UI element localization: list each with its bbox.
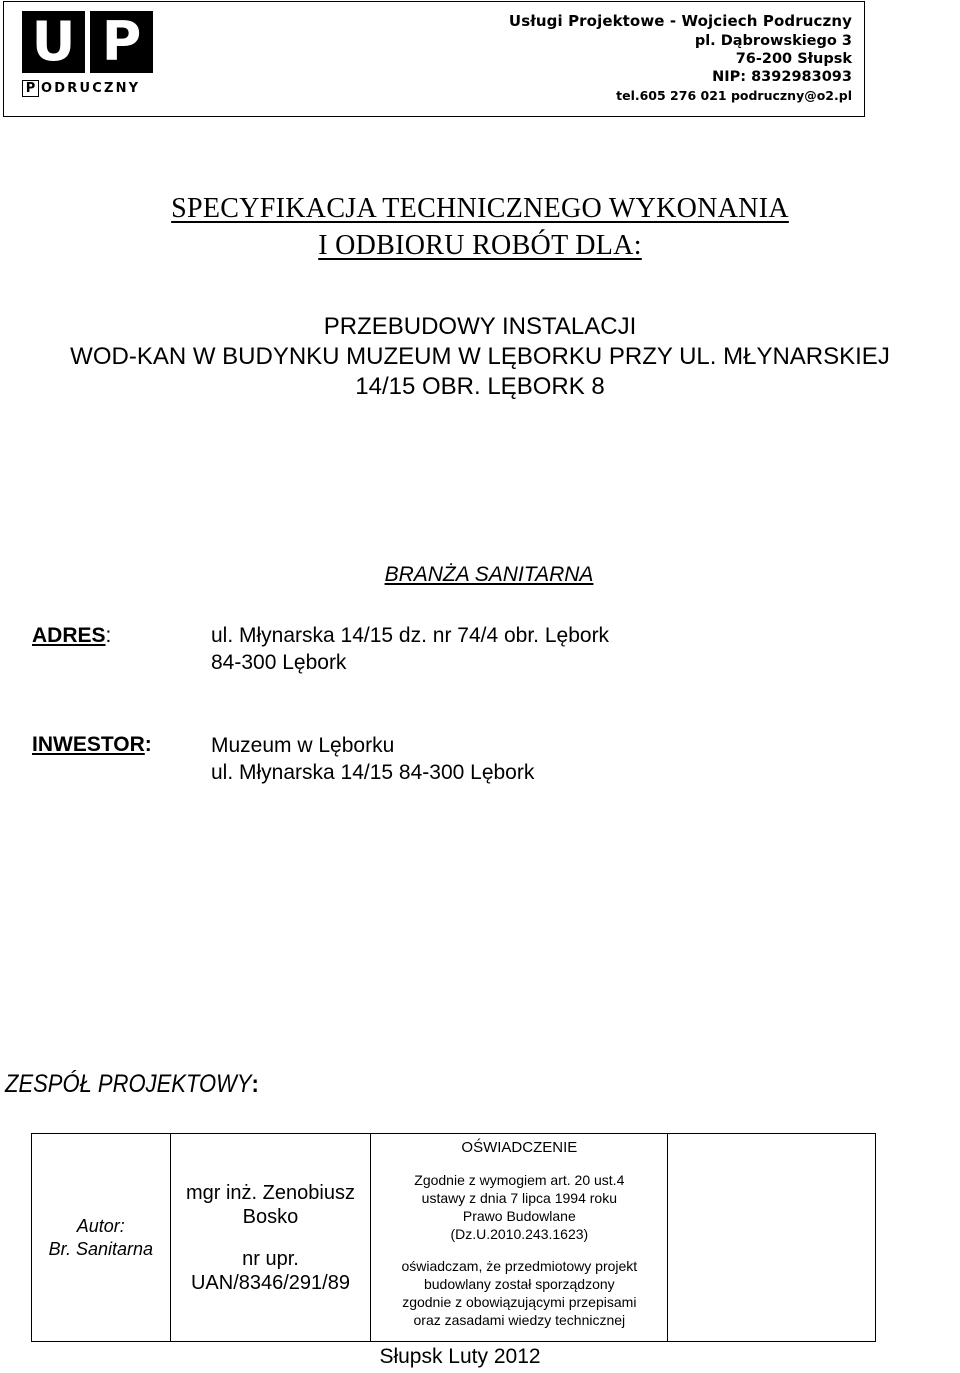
logo-wordmark-rest: ODRUCZNY [41, 80, 141, 96]
place-and-date: Słupsk Luty 2012 [379, 1345, 541, 1368]
author-label: Autor: [76, 1215, 125, 1236]
designer-name: Bosko [242, 1205, 299, 1228]
logo-letter-u: U [22, 11, 85, 73]
project-subject [0, 312, 960, 402]
subject-line-2: WOD-KAN W BUDYNKU MUZEUM W LĘBORKU PRZY UL. MŁYNARSKIEJ [70, 343, 890, 370]
logo-letter-p: P [90, 11, 153, 73]
author-cell [32, 1134, 171, 1342]
address-label: ADRES: [32, 624, 112, 647]
statement-cell [371, 1134, 668, 1342]
company-contact: tel.605 276 021 podruczny@o2.pl [616, 88, 852, 103]
statement-paragraph-1: Zgodnie z wymogiem art. 20 ust.4 ustawy z dnia 7 lipca 1994 roku Prawo Budowlane (Dz.U.2010.243.1623) [414, 1172, 625, 1242]
discipline-heading: BRANŻA SANITARNA [384, 563, 594, 586]
designer-title: mgr inż. Zenobiusz [185, 1181, 355, 1204]
company-info [509, 11, 852, 104]
company-street: pl. Dąbrowskiego 3 [694, 33, 852, 49]
document-title-line-2: I ODBIORU ROBÓT DLA: [318, 230, 642, 261]
license-label: nr upr. [242, 1247, 299, 1270]
company-stamp [3, 1, 865, 117]
design-team-heading: ZESPÓŁ PROJEKTOWY: [5, 1070, 259, 1098]
license-number: UAN/8346/291/89 [190, 1271, 350, 1294]
address-value [211, 622, 609, 676]
logo-wordmark [22, 79, 158, 97]
company-logo [22, 11, 158, 97]
document-title-line-1: SPECYFIKACJA TECHNICZNEGO WYKONANIA [171, 193, 789, 224]
investor-value [211, 732, 534, 786]
company-nip: NIP: 8392983093 [712, 69, 852, 85]
address-line-2: 84-300 Lębork [211, 651, 347, 674]
logo-wordmark-initial: P [22, 80, 39, 97]
investor-line-2: ul. Młynarska 14/15 84-300 Lębork [211, 761, 535, 784]
designer-cell [170, 1134, 371, 1342]
subject-line-1: PRZEBUDOWY INSTALACJI [323, 313, 637, 340]
company-city: 76-200 Słupsk [735, 51, 852, 67]
subject-line-3: 14/15 OBR. LĘBORK 8 [355, 373, 605, 400]
signature-table [31, 1133, 876, 1342]
author-value: Br. Sanitarna [48, 1238, 153, 1259]
statement-paragraph-2: oświadczam, że przedmiotowy projekt budowlany został sporządzony zgodnie z obowiązującymi przepisami oraz zasadami wiedzy technicznej [401, 1258, 638, 1328]
investor-line-1: Muzeum w Lęborku [211, 734, 395, 757]
investor-label: INWESTOR: [32, 733, 152, 756]
statement-heading: OŚWIADCZENIE [461, 1139, 578, 1156]
company-name: Usługi Projektowe - Wojciech Podruczny [508, 12, 852, 30]
address-line-1: ul. Młynarska 14/15 dz. nr 74/4 obr. Lębork [211, 624, 610, 647]
signature-cell [668, 1134, 876, 1342]
